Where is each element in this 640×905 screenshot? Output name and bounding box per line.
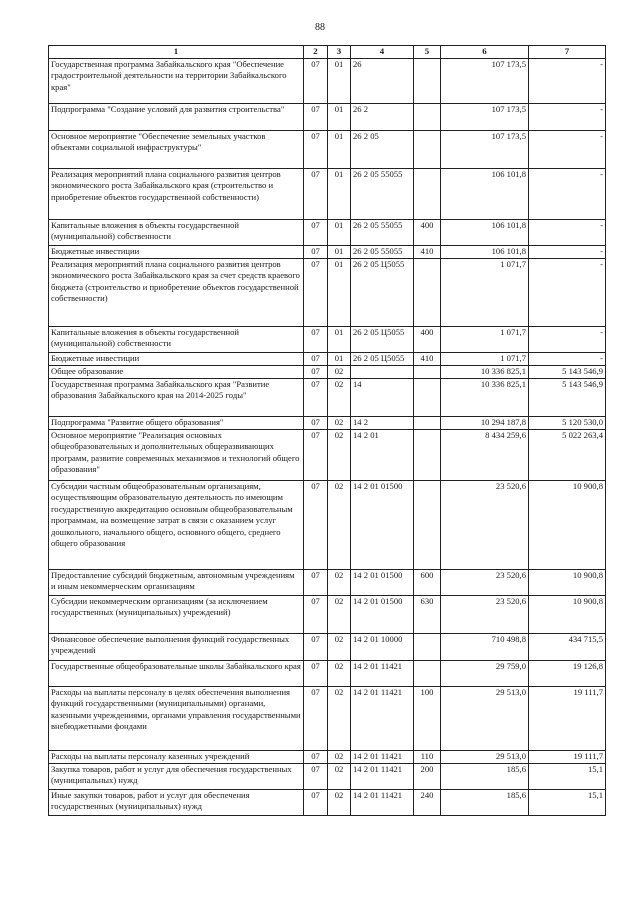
amount-col7: - (529, 103, 606, 130)
section-code: 07 (304, 219, 328, 245)
expense-type-code (414, 130, 441, 168)
expense-type-code: 100 (414, 686, 441, 750)
expense-name: Государственная программа Забайкальского края "Обеспечение градостроительной деятельности на территории Забайкальского края" (49, 58, 304, 103)
target-article-code: 26 2 05 55055 (351, 168, 414, 219)
expense-name: Основное мероприятие "Обеспечение земельных участков объектами социальной инфраструктуры" (49, 130, 304, 168)
section-code: 07 (304, 326, 328, 352)
amount-col7: - (529, 245, 606, 258)
page-number: 88 (315, 22, 325, 33)
expense-name: Подпрограмма "Создание условий для развития строительства" (49, 103, 304, 130)
amount-col6: 23 520,6 (441, 595, 529, 633)
section-code: 07 (304, 378, 328, 416)
header-cell: 1 (49, 46, 304, 59)
section-code: 07 (304, 352, 328, 365)
amount-col6: 29 759,0 (441, 660, 529, 686)
target-article-code: 14 2 01 01500 (351, 480, 414, 569)
section-code: 07 (304, 763, 328, 789)
table-row (49, 480, 606, 569)
table-row (49, 168, 606, 219)
target-article-code: 26 (351, 58, 414, 103)
subsection-code: 01 (328, 326, 351, 352)
subsection-code: 01 (328, 130, 351, 168)
expense-name: Подпрограмма "Развитие общего образования" (49, 416, 304, 429)
subsection-code: 02 (328, 595, 351, 633)
amount-col7: - (529, 130, 606, 168)
table-row (49, 103, 606, 130)
subsection-code: 01 (328, 103, 351, 130)
section-code: 07 (304, 686, 328, 750)
target-article-code: 14 2 01 (351, 429, 414, 480)
table-row (49, 352, 606, 365)
header-cell: 2 (304, 46, 328, 59)
amount-col7: - (529, 168, 606, 219)
header-cell: 7 (529, 46, 606, 59)
table-row (49, 595, 606, 633)
amount-col6: 107 173,5 (441, 130, 529, 168)
expense-name: Основное мероприятие "Реализация основных общеобразовательных и дополнительных общеразвивающих программ, развитие современных механизмов и технологий общего образования" (49, 429, 304, 480)
table-row (49, 416, 606, 429)
table-row (49, 130, 606, 168)
subsection-code: 02 (328, 686, 351, 750)
expense-name: Субсидии частным общеобразовательным организациям, осуществляющим образовательную деятельность по имеющим государственную аккредитацию основным общеобразовательным программам, на возмещение затрат в связи с оказанием услуг дошкольного, начального общего, основного общего, среднего общего образования (49, 480, 304, 569)
expense-type-code (414, 103, 441, 130)
target-article-code: 14 2 (351, 416, 414, 429)
expense-name: Субсидии некоммерческим организациям (за исключением государственных (муниципальных) учреждений) (49, 595, 304, 633)
target-article-code: 26 2 05 Ц5055 (351, 258, 414, 326)
expense-type-code (414, 168, 441, 219)
table-row (49, 245, 606, 258)
target-article-code: 26 2 05 55055 (351, 245, 414, 258)
section-code: 07 (304, 416, 328, 429)
target-article-code: 26 2 05 (351, 130, 414, 168)
header-cell: 4 (351, 46, 414, 59)
expense-type-code (414, 378, 441, 416)
expense-type-code: 410 (414, 352, 441, 365)
table-row (49, 429, 606, 480)
subsection-code: 02 (328, 569, 351, 595)
section-code: 07 (304, 103, 328, 130)
amount-col6: 10 336 825,1 (441, 378, 529, 416)
expense-type-code: 400 (414, 326, 441, 352)
expense-type-code: 600 (414, 569, 441, 595)
target-article-code: 14 2 01 10000 (351, 633, 414, 660)
amount-col7: - (529, 219, 606, 245)
expense-name: Капитальные вложения в объекты государственной (муниципальной) собственности (49, 219, 304, 245)
target-article-code (351, 365, 414, 378)
table-row (49, 219, 606, 245)
target-article-code: 14 2 01 11421 (351, 750, 414, 763)
expense-name: Государственные общеобразовательные школы Забайкальского края (49, 660, 304, 686)
expense-type-code (414, 58, 441, 103)
table-row (49, 258, 606, 326)
section-code: 07 (304, 750, 328, 763)
table-row (49, 763, 606, 789)
section-code: 07 (304, 258, 328, 326)
target-article-code: 14 2 01 11421 (351, 660, 414, 686)
table-row (49, 378, 606, 416)
section-code: 07 (304, 429, 328, 480)
subsection-code: 02 (328, 365, 351, 378)
table-row (49, 326, 606, 352)
section-code: 07 (304, 633, 328, 660)
amount-col6: 106 101,8 (441, 245, 529, 258)
expense-name: Реализация мероприятий плана социального развития центров экономического роста Забайкальского края (строительство и приобретение объектов государственной собственности) (49, 168, 304, 219)
expense-type-code (414, 416, 441, 429)
amount-col7: - (529, 352, 606, 365)
amount-col7: 19 126,8 (529, 660, 606, 686)
amount-col7: 5 022 263,4 (529, 429, 606, 480)
subsection-code: 01 (328, 168, 351, 219)
subsection-code: 01 (328, 352, 351, 365)
section-code: 07 (304, 245, 328, 258)
expense-type-code (414, 480, 441, 569)
expense-type-code: 240 (414, 789, 441, 815)
section-code: 07 (304, 569, 328, 595)
amount-col6: 29 513,0 (441, 686, 529, 750)
section-code: 07 (304, 168, 328, 219)
target-article-code: 14 2 01 11421 (351, 789, 414, 815)
expense-type-code (414, 633, 441, 660)
expense-type-code: 200 (414, 763, 441, 789)
expense-name: Общее образование (49, 365, 304, 378)
expense-type-code: 410 (414, 245, 441, 258)
target-article-code: 14 2 01 01500 (351, 569, 414, 595)
amount-col6: 106 101,8 (441, 219, 529, 245)
table-row (49, 660, 606, 686)
expense-name: Закупка товаров, работ и услуг для обеспечения государственных (муниципальных) нужд (49, 763, 304, 789)
expense-type-code (414, 660, 441, 686)
header-cell: 3 (328, 46, 351, 59)
subsection-code: 02 (328, 480, 351, 569)
expense-name: Бюджетные инвестиции (49, 245, 304, 258)
section-code: 07 (304, 365, 328, 378)
expense-name: Расходы на выплаты персоналу казенных учреждений (49, 750, 304, 763)
amount-col6: 1 071,7 (441, 326, 529, 352)
section-code: 07 (304, 660, 328, 686)
target-article-code: 14 2 01 11421 (351, 686, 414, 750)
expense-type-code (414, 429, 441, 480)
amount-col7: 10 900,8 (529, 595, 606, 633)
header-cell: 5 (414, 46, 441, 59)
subsection-code: 01 (328, 245, 351, 258)
subsection-code: 02 (328, 378, 351, 416)
expense-name: Финансовое обеспечение выполнения функций государственных учреждений (49, 633, 304, 660)
subsection-code: 02 (328, 633, 351, 660)
section-code: 07 (304, 595, 328, 633)
header-cell: 6 (441, 46, 529, 59)
amount-col6: 185,6 (441, 763, 529, 789)
amount-col6: 23 520,6 (441, 569, 529, 595)
table-row (49, 633, 606, 660)
subsection-code: 02 (328, 750, 351, 763)
expense-name: Капитальные вложения в объекты государственной (муниципальной) собственности (49, 326, 304, 352)
amount-col6: 10 336 825,1 (441, 365, 529, 378)
amount-col6: 106 101,8 (441, 168, 529, 219)
target-article-code: 26 2 (351, 103, 414, 130)
amount-col7: - (529, 326, 606, 352)
amount-col7: 19 111,7 (529, 686, 606, 750)
amount-col7: 5 120 530,0 (529, 416, 606, 429)
amount-col7: 15,1 (529, 789, 606, 815)
amount-col6: 10 294 187,8 (441, 416, 529, 429)
table-row (49, 789, 606, 815)
expense-type-code (414, 365, 441, 378)
amount-col7: 5 143 546,9 (529, 365, 606, 378)
expense-name: Государственная программа Забайкальского края "Развитие образования Забайкальского края на 2014-2025 годы" (49, 378, 304, 416)
amount-col7: 19 111,7 (529, 750, 606, 763)
amount-col7: 10 900,8 (529, 569, 606, 595)
target-article-code: 14 2 01 01500 (351, 595, 414, 633)
table-row (49, 365, 606, 378)
subsection-code: 01 (328, 219, 351, 245)
target-article-code: 14 (351, 378, 414, 416)
amount-col6: 107 173,5 (441, 58, 529, 103)
target-article-code: 26 2 05 Ц5055 (351, 352, 414, 365)
amount-col7: 15,1 (529, 763, 606, 789)
expense-name: Расходы на выплаты персоналу в целях обеспечения выполнения функций государственными (муниципальными) органами, казенными учреждениями, органами управления государственными внебюджетными фондами (49, 686, 304, 750)
target-article-code: 14 2 01 11421 (351, 763, 414, 789)
subsection-code: 02 (328, 789, 351, 815)
section-code: 07 (304, 480, 328, 569)
amount-col7: 434 715,5 (529, 633, 606, 660)
target-article-code: 26 2 05 55055 (351, 219, 414, 245)
expense-name: Предоставление субсидий бюджетным, автономным учреждениям и иным некоммерческим организациям (49, 569, 304, 595)
subsection-code: 02 (328, 660, 351, 686)
section-code: 07 (304, 58, 328, 103)
subsection-code: 01 (328, 258, 351, 326)
amount-col6: 185,6 (441, 789, 529, 815)
target-article-code: 26 2 05 Ц5055 (351, 326, 414, 352)
amount-col6: 1 071,7 (441, 258, 529, 326)
amount-col6: 29 513,0 (441, 750, 529, 763)
subsection-code: 02 (328, 416, 351, 429)
amount-col7: - (529, 258, 606, 326)
budget-table (48, 45, 606, 816)
table-row (49, 686, 606, 750)
amount-col6: 107 173,5 (441, 103, 529, 130)
expense-type-code: 110 (414, 750, 441, 763)
amount-col7: 10 900,8 (529, 480, 606, 569)
section-code: 07 (304, 130, 328, 168)
expense-name: Иные закупки товаров, работ и услуг для обеспечения государственных (муниципальных) нужд (49, 789, 304, 815)
expense-type-code (414, 258, 441, 326)
section-code: 07 (304, 789, 328, 815)
subsection-code: 02 (328, 429, 351, 480)
subsection-code: 01 (328, 58, 351, 103)
header-row (49, 46, 606, 59)
amount-col6: 710 498,8 (441, 633, 529, 660)
expense-name: Бюджетные инвестиции (49, 352, 304, 365)
expense-type-code: 630 (414, 595, 441, 633)
table-row (49, 750, 606, 763)
expense-type-code: 400 (414, 219, 441, 245)
expense-name: Реализация мероприятий плана социального развития центров экономического роста Забайкальского края за счет средств краевого бюджета (строительство и приобретение объектов государственной собственности) (49, 258, 304, 326)
amount-col6: 8 434 259,6 (441, 429, 529, 480)
amount-col7: 5 143 546,9 (529, 378, 606, 416)
table-row (49, 569, 606, 595)
amount-col6: 23 520,6 (441, 480, 529, 569)
amount-col7: - (529, 58, 606, 103)
amount-col6: 1 071,7 (441, 352, 529, 365)
table-row (49, 58, 606, 103)
subsection-code: 02 (328, 763, 351, 789)
